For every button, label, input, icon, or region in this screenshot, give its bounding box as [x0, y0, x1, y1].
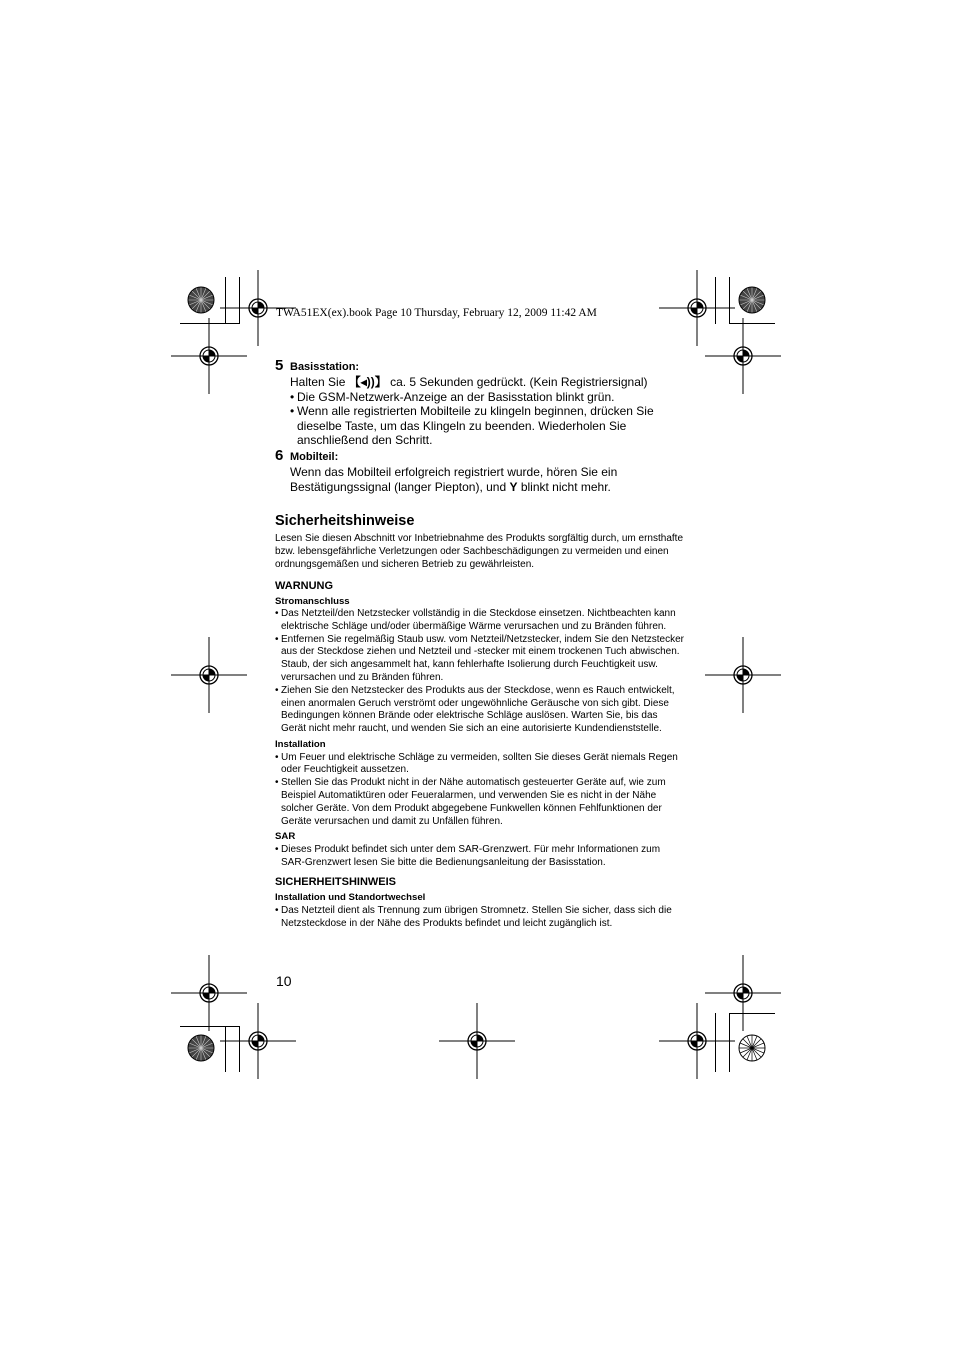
page-number: 10: [276, 973, 292, 989]
list-item: • Stellen Sie das Produkt nicht in der Nähe automatisch gesteuerter Geräte auf, wie zum Beispiel Automatiktüren oder Feueralarmen, und verwenden Sie es nicht in der Nähe solcher Geräte. Von dem Produkt abgegebene Funkwellen können Fehlfunktionen der Geräte verursachen und damit zu Unfällen führen.: [275, 777, 685, 828]
page-content: [275, 357, 685, 930]
subheading: Installation und Standortwechsel: [275, 892, 426, 904]
list-item: • Ziehen Sie den Netzstecker des Produkts aus der Steckdose, wenn es Rauch entwickelt, einen anormalen Geruch verströmt oder ungewöhnliche Geräusche von sich gibt. Diese Bedingungen können Brände oder elektrische Schläge auslösen. Warten Sie, bis das Gerät nicht mehr raucht, und wenden Sie sich an eine autorisierte Kundendienststelle.: [275, 685, 685, 736]
ringer-key-icon: 【◂))】: [348, 375, 387, 389]
instruction-text: Wenn das Mobilteil erfolgreich registriert wurde, hören Sie ein Bestätigungssignal (langer Piepton), und: [290, 464, 618, 494]
step-instruction: [290, 465, 685, 494]
instruction-text: blinkt nicht mehr.: [517, 479, 611, 494]
step-5: [275, 357, 685, 448]
step-number: 5: [275, 357, 284, 374]
list-item: • Wenn alle registrierten Mobilteile zu klingeln beginnen, drücken Sie dieselbe Taste, um das Klingeln zu beenden. Wiederholen Sie anschließend den Schritt.: [290, 404, 685, 448]
step-6: [275, 446, 685, 494]
section-title: Sicherheitshinweise: [275, 513, 415, 530]
list-item: • Dieses Produkt befindet sich unter dem SAR-Grenzwert. Für mehr Informationen zum SAR-Grenzwert lesen Sie bitte die Bedienungsanleitung der Basisstation.: [275, 844, 685, 870]
instruction-text: Halten Sie: [290, 375, 349, 389]
antenna-icon: Y: [509, 479, 518, 494]
section-intro: Lesen Sie diesen Abschnitt vor Inbetriebnahme des Produkts sorgfältig durch, um ernsthafte bzw. lebensgefährliche Verletzungen oder Sachbeschädigungen zu vermeiden und einen ordnungsgemäßen und sicheren Betrieb zu gewährleisten.: [275, 533, 684, 570]
step-title: Mobilteil:: [290, 450, 339, 463]
step-title: Basisstation:: [290, 361, 360, 373]
list-item: • Das Netzteil dient als Trennung zum übrigen Stromnetz. Stellen Sie sicher, dass sich die Netzsteckdose in der Nähe des Produkts befindet und leicht zugänglich ist.: [275, 905, 685, 931]
book-header: TWA51EX(ex).book Page 10 Thursday, February 12, 2009 11:42 AM: [276, 307, 597, 319]
warning-heading: WARNUNG: [275, 579, 334, 592]
step-instruction: [290, 375, 685, 390]
subheading: Installation: [275, 739, 326, 751]
list-item: • Das Netzteil/den Netzstecker vollständig in die Steckdose einsetzen. Nichtbeachten kann elektrische Schläge und/oder übermäßige Wärme verursachen und zu Bränden führen.: [275, 608, 685, 634]
subheading: SAR: [275, 831, 296, 843]
list-item: • Um Feuer und elektrische Schläge zu vermeiden, sollten Sie dieses Gerät niemals Regen oder Feuchtigkeit aussetzen.: [275, 752, 685, 778]
instruction-text: ca. 5 Sekunden gedrückt. (Kein Registriersignal): [386, 375, 648, 389]
safety-heading: SICHERHEITSHINWEIS: [275, 876, 397, 889]
list-item: • Entfernen Sie regelmäßig Staub usw. vom Netzteil/Netzstecker, indem Sie den Netzstecker aus der Steckdose ziehen und Netzteil und -stecker mit einem trockenen Tuch abwischen. Staub, der sich angesammelt hat, kann fehlerhafte Isolierung durch Feuchtigkeit usw. verursachen und zu Bränden führen.: [275, 634, 685, 685]
list-item: • Die GSM-Netzwerk-Anzeige an der Basisstation blinkt grün.: [290, 390, 685, 405]
step-number: 6: [275, 446, 284, 464]
subheading: Stromanschluss: [275, 595, 350, 607]
